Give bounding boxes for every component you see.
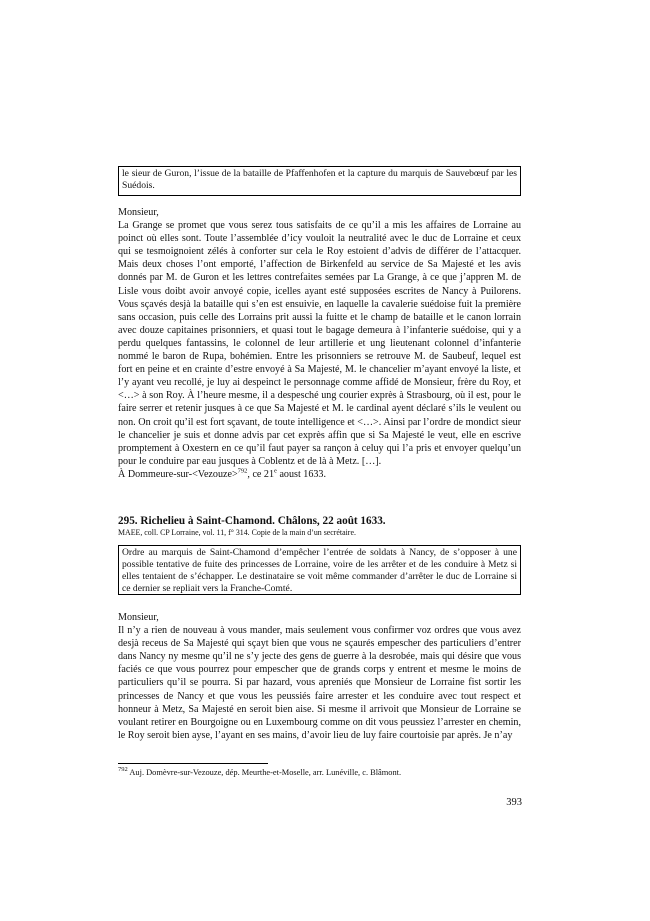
summary-text: le sieur de Guron, l’issue de la bataille de Pfaffenhofen et la capture du marquis de Sauvebœuf par les Suédois. (122, 168, 517, 191)
ordinal-superscript: e (274, 467, 277, 475)
summary-text: Ordre au marquis de Saint-Chamond d’empêcher l’entrée de soldats à Nancy, de s’opposer à une possible tentative de fuite des princesses de Lorraine, voire de les arrêter et de les conduire à Metz si elles tentaient de s’échapper. Le destinataire se voit même commander d’arrêter le duc de Lorraine si ce dernier se repliait vers la Franche-Comté. (122, 547, 517, 594)
letter-closing (118, 468, 521, 481)
summary-box-previous-letter (118, 166, 521, 196)
letter-body-previous (118, 206, 521, 481)
closing-date-start: , ce 21 (247, 468, 275, 480)
footnote-divider (118, 763, 268, 764)
letter-text: Il n’y a rien de nouveau à vous mander, mais seulement vous confirmer voz ordres que vous avez desjà receus de Sa Majesté qui sçayt bien que vous ne sçaurés empescher des particuliers d’entrer dans Nancy ny mesme qu’il ne s’y jecte des gens de guerre à la desrobée, mais qui désire que vous faciés ce que vous pourrez pour empescher que de grands corps y entrent et mesme le moins de particuliers qu’il se pourra. Si par hazard, vous apreniés que Monsieur de Lorraine fist sortir les princesses de Nancy et que vous les peussiés faire arrester et les conduire avec tout respect et honneur à Metz, Sa Majesté en seroit bien aise. Si mesme il arrivoit que Monsieur de Lorraine se voulant retirer en Bourgoigne ou en Luxembourg comme on dit vous peussiez l’arrester en chemin, le Roy seroit bien ayse, l’ayant en ses mains, d’avoir lieu de luy faire courtoisie par après. Je n’ay (118, 625, 521, 741)
salutation: Monsieur, (118, 207, 159, 218)
closing-place: À Dommeure-sur-<Vezouze> (118, 468, 238, 480)
letter-body-295 (118, 611, 521, 742)
letter-text: La Grange se promet que vous serez tous satisfaits de ce qu’il a mis les affaires de Lorraine au poinct où elles sont. Toute l’assemblée d’icy vouloit la neutralité avec le duc de Lorraine et ceux qui se tesmoignoient zélés à conforter sur cela le Roy estoient d’advis de différer de l’attacquer. Mais deux choses l’ont emporté, l’affection de Birkenfeld au service de Sa Majesté et les avis donnés par M. de Guron et les lettres contrefaites semées par La Grange, à ce que j’appren M. de Lisle vous doibt avoir anvoyé copie, icelles ayant esté supposées escrites de Nancy à Puilorens. Vous sçavés desjà la bataille qui s’en est ensuivie, en laquelle la cavalerie suédoise fuit la première sans occasion, puis celle des Lorrains prit aussi la fuitte et le champ de bataille et le canon lorrain avec douze capitaines prisonniers, et quasi tout le bagage demeura à l’infanterie suédoise, qui y a perdu quelques fantassins, le colonnel de leur artillerie et ung lieutenant colonnel d’infanterie nommé le baron de Rupa, bohémien. Entre les prisonniers se retrouve M. de Saubeuf, lequel est fort en peine et en crainte d’estre envoyé à Sa Majesté, M. le chancelier m’ayant envoyé la liste, et l’y ayant veu recollé, je luy ai despeinct le personnage comme affidé de Monsieur, frère du Roy, et <…> à son Roy. À l’heure mesme, il a despesché ung courier exprès à Strasbourg, où il est, pour le faire serrer et retenir jusques à ce que Sa Majesté et M. le cardinal ayent déclaré s’ils le veulent ou non. On croit qu’il est fort sçavant, de toute intelligence et <…>. Ainsi par l’ordre de mondict sieur le chancelier je suis et donne advis par cet exprès affin que si Sa Majesté le veut, elle en escrive promptement à Oxestern en ce qu’il faut payer sa rançon à celuy qui l’a pris et envoyer quelqu’un pour le conduire par eau jusques à Coblentz et de là à Metz. […]. (118, 220, 521, 467)
salutation: Monsieur, (118, 612, 159, 623)
document-heading: 295. Richelieu à Saint-Chamond. Châlons, 22 août 1633. (118, 515, 386, 527)
document-source: MAEE, coll. CP Lorraine, vol. 11, f° 314. Copie de la main d’un secrétaire. (118, 528, 356, 537)
footnote-text: Auj. Domèvre-sur-Vezouze, dép. Meurthe-et-Moselle, arr. Lunéville, c. Blâmont. (127, 768, 402, 777)
footnote-number: 792 (118, 766, 128, 774)
footnote-reference[interactable]: 792 (237, 467, 248, 475)
footnote (118, 767, 521, 778)
summary-box-letter-295 (118, 545, 521, 595)
page-number: 393 (506, 797, 522, 808)
closing-date-end: aoust 1633. (276, 468, 326, 480)
